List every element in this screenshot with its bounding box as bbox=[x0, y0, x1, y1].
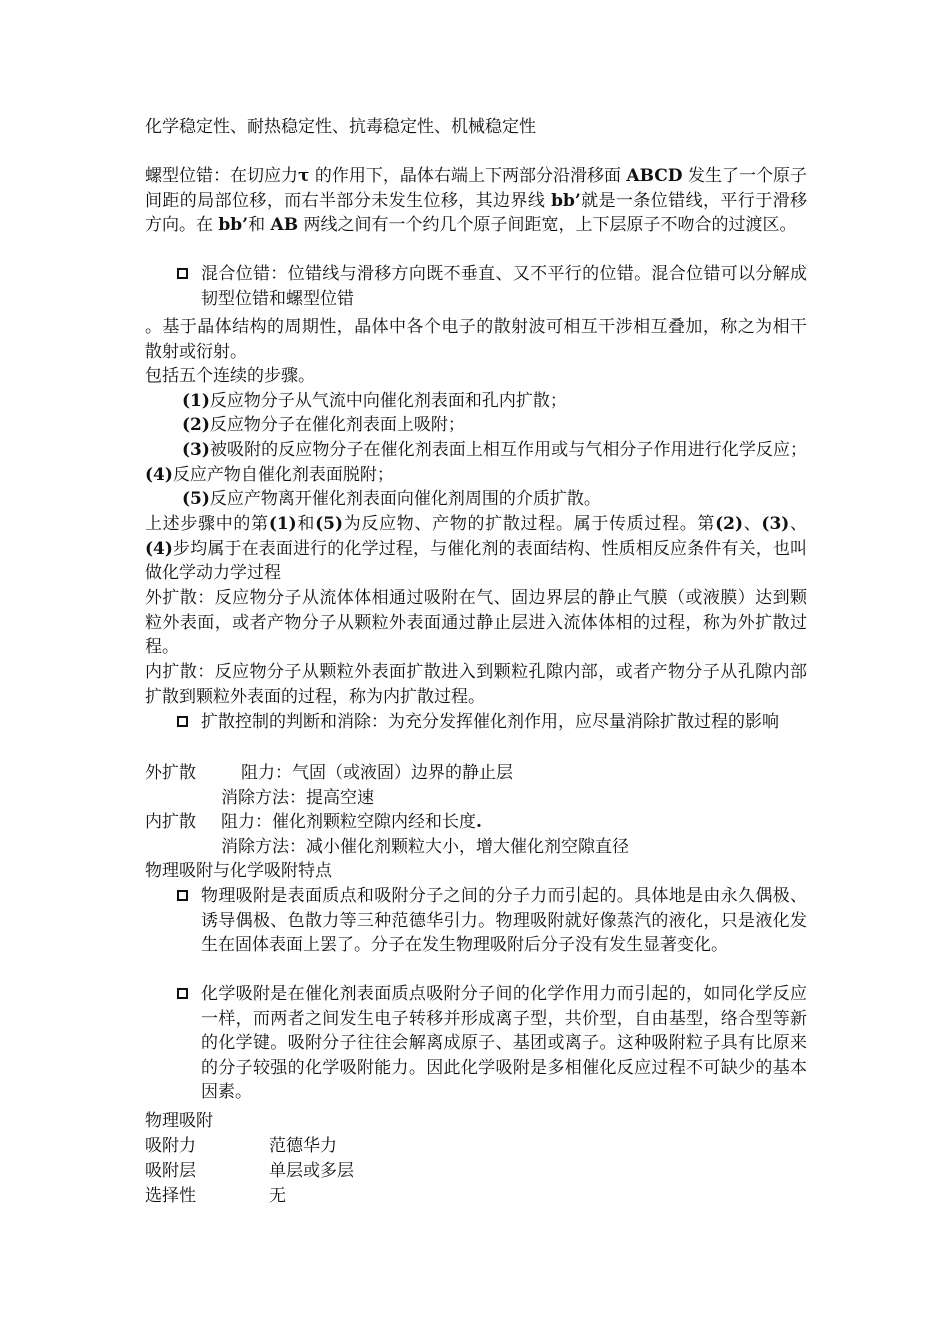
step-text: 被吸附的反应物分子在催化剂表面上相互作用或与气相分子作用进行化学反应； bbox=[209, 440, 807, 460]
external-diffusion-paragraph: 外扩散：反应物分子从流体体相通过吸附在气、固边界层的静止气膜（或液膜）达到颗粒外表面，或者产物分子从颗粒外表面通过静止层进入流体体相的过程，称为外扩散过程。 bbox=[145, 588, 807, 657]
table-value: 单层或多层 bbox=[269, 1161, 354, 1181]
five-steps-intro: 包括五个连续的步骤。 bbox=[145, 366, 315, 386]
table-key: 吸附层 bbox=[145, 1161, 196, 1181]
step-5 bbox=[145, 487, 807, 512]
diffraction-paragraph: 。基于晶体结构的周期性，晶体中各个电子的散射波可相互干涉相互叠加，称之为相干散射或衍射。 bbox=[145, 317, 807, 362]
table-value: 无 bbox=[269, 1186, 286, 1206]
screw-text-b: 的作用下，晶体右端上下两部分沿滑移面 bbox=[309, 166, 627, 186]
screw-dislocation-paragraph bbox=[145, 164, 807, 238]
internal-diffusion-paragraph: 内扩散：反应物分子从颗粒外表面扩散进入到颗粒孔隙内部，或者产物分子从孔隙内部扩散到颗粒外表面的过程，称为内扩散过程。 bbox=[145, 662, 807, 707]
internal-resistance-text: 阻力：催化剂颗粒空隙内经和长度 bbox=[221, 812, 476, 832]
table-value: 范德华力 bbox=[269, 1136, 337, 1156]
external-diffusion-remedy: 消除方法：提高空速 bbox=[221, 788, 374, 808]
table-row bbox=[145, 1134, 196, 1158]
step-number: (3) bbox=[761, 514, 790, 534]
bb-label-2: bb’ bbox=[218, 215, 249, 235]
external-diffusion-resistance: 阻力：气固（或液固）边界的静止层 bbox=[241, 763, 513, 783]
step-text: 反应物分子从气流中向催化剂表面和孔内扩散； bbox=[209, 391, 567, 411]
internal-diffusion-resistance-row bbox=[145, 810, 196, 834]
mixed-dislocation-bullet bbox=[177, 262, 807, 311]
physical-adsorption-text: 物理吸附是表面质点和吸附分子之间的分子力而引起的。具体地是由永久偶极、诱导偶极、色散力等三种范德华引力。物理吸附就好像蒸汽的液化，只是液化发生在固体表面上罢了。分子在发生物理吸附后分子没有发生显著变化。 bbox=[201, 886, 807, 955]
step-number: (1) bbox=[268, 514, 297, 534]
step-3-4 bbox=[145, 438, 807, 487]
physical-adsorption-heading: 物理吸附 bbox=[145, 1111, 213, 1131]
adsorption-features-heading: 物理吸附与化学吸附特点 bbox=[145, 861, 332, 881]
table-row bbox=[145, 1159, 196, 1183]
step-number: (4) bbox=[145, 538, 173, 559]
summary-text: 和 bbox=[296, 514, 316, 534]
external-diffusion-resistance-row bbox=[145, 761, 196, 785]
screw-text-c: 发生了一个原子间距的局部位移，而右半部分未发生位移，其边界线 bbox=[145, 166, 807, 211]
bb-label-1: bb’ bbox=[551, 190, 581, 211]
step-number: (2) bbox=[182, 415, 210, 435]
tau-symbol: τ bbox=[298, 166, 310, 186]
summary-text: 为反应物、产物的扩散过程。属于传质过程。第 bbox=[343, 514, 716, 534]
square-bullet-icon bbox=[177, 716, 188, 727]
mixed-dislocation-text: 混合位错：位错线与滑移方向既不垂直、又不平行的位错。混合位错可以分解成韧型位错和螺型位错 bbox=[201, 264, 807, 309]
step-number: (3) bbox=[182, 440, 210, 460]
screw-text-a: 螺型位错：在切应力 bbox=[145, 166, 299, 186]
steps-summary-paragraph bbox=[145, 512, 807, 586]
ab-label: AB bbox=[270, 215, 299, 235]
square-bullet-icon bbox=[177, 988, 188, 999]
step-text: 反应产物离开催化剂表面向催化剂周围的介质扩散。 bbox=[209, 489, 601, 509]
step-number: (5) bbox=[182, 489, 210, 509]
step-number: (2) bbox=[715, 514, 744, 534]
table-key: 吸附力 bbox=[145, 1136, 196, 1156]
step-text: 反应产物自催化剂表面脱附； bbox=[172, 464, 394, 485]
physical-adsorption-bullet bbox=[177, 884, 807, 958]
chemical-adsorption-bullet bbox=[177, 982, 807, 1105]
abcd-label: ABCD bbox=[626, 166, 683, 186]
step-number: (5) bbox=[315, 514, 344, 534]
internal-diffusion-label: 内扩散 bbox=[145, 812, 196, 832]
stability-heading: 化学稳定性、耐热稳定性、抗毒稳定性、机械稳定性 bbox=[145, 117, 536, 137]
external-diffusion-label: 外扩散 bbox=[145, 763, 196, 783]
diffusion-control-bullet bbox=[177, 710, 807, 735]
diffusion-control-text: 扩散控制的判断和消除：为充分发挥催化剂作用，应尽量消除扩散过程的影响 bbox=[201, 712, 779, 732]
internal-diffusion-resistance bbox=[221, 810, 482, 834]
summary-text: 、 bbox=[789, 514, 808, 534]
step-1 bbox=[145, 389, 807, 414]
internal-diffusion-remedy: 消除方法：减小催化剂颗粒大小，增大催化剂空隙直径 bbox=[221, 837, 629, 857]
summary-text: 上述步骤中的第 bbox=[145, 514, 269, 534]
screw-text-e: 和 bbox=[248, 215, 271, 235]
screw-text-f: 两线之间有一个约几个原子间距宽，上下层原子不吻合的过渡区。 bbox=[298, 215, 797, 235]
step-number: (1) bbox=[182, 391, 210, 411]
step-text: 反应物分子在催化剂表面上吸附； bbox=[209, 415, 465, 435]
square-bullet-icon bbox=[177, 268, 188, 279]
step-2 bbox=[145, 413, 807, 438]
step-number: (4) bbox=[145, 464, 173, 485]
table-row bbox=[145, 1184, 196, 1208]
screw-text-d: 就是一条位错线，平行于滑移方向。在 bbox=[145, 190, 807, 235]
square-bullet-icon bbox=[177, 890, 188, 901]
chemical-adsorption-text: 化学吸附是在催化剂表面质点吸附分子间的化学作用力而引起的，如同化学反应一样，而两者之间发生电子转移并形成离子型，共价型，自由基型，络合型等新的化学键。吸附分子往往会解离成原子、基团或离子。这种吸附粒子具有比原来的分子较强的化学吸附能力。因此化学吸附是多相催化反应过程不可缺少的基本因素。 bbox=[201, 984, 807, 1102]
period-mark: . bbox=[476, 812, 482, 832]
summary-text: 步均属于在表面进行的化学过程，与催化剂的表面结构、性质相反应条件有关，也叫做化学动力学过程 bbox=[145, 538, 807, 583]
table-key: 选择性 bbox=[145, 1186, 196, 1206]
summary-text: 、 bbox=[743, 514, 762, 534]
